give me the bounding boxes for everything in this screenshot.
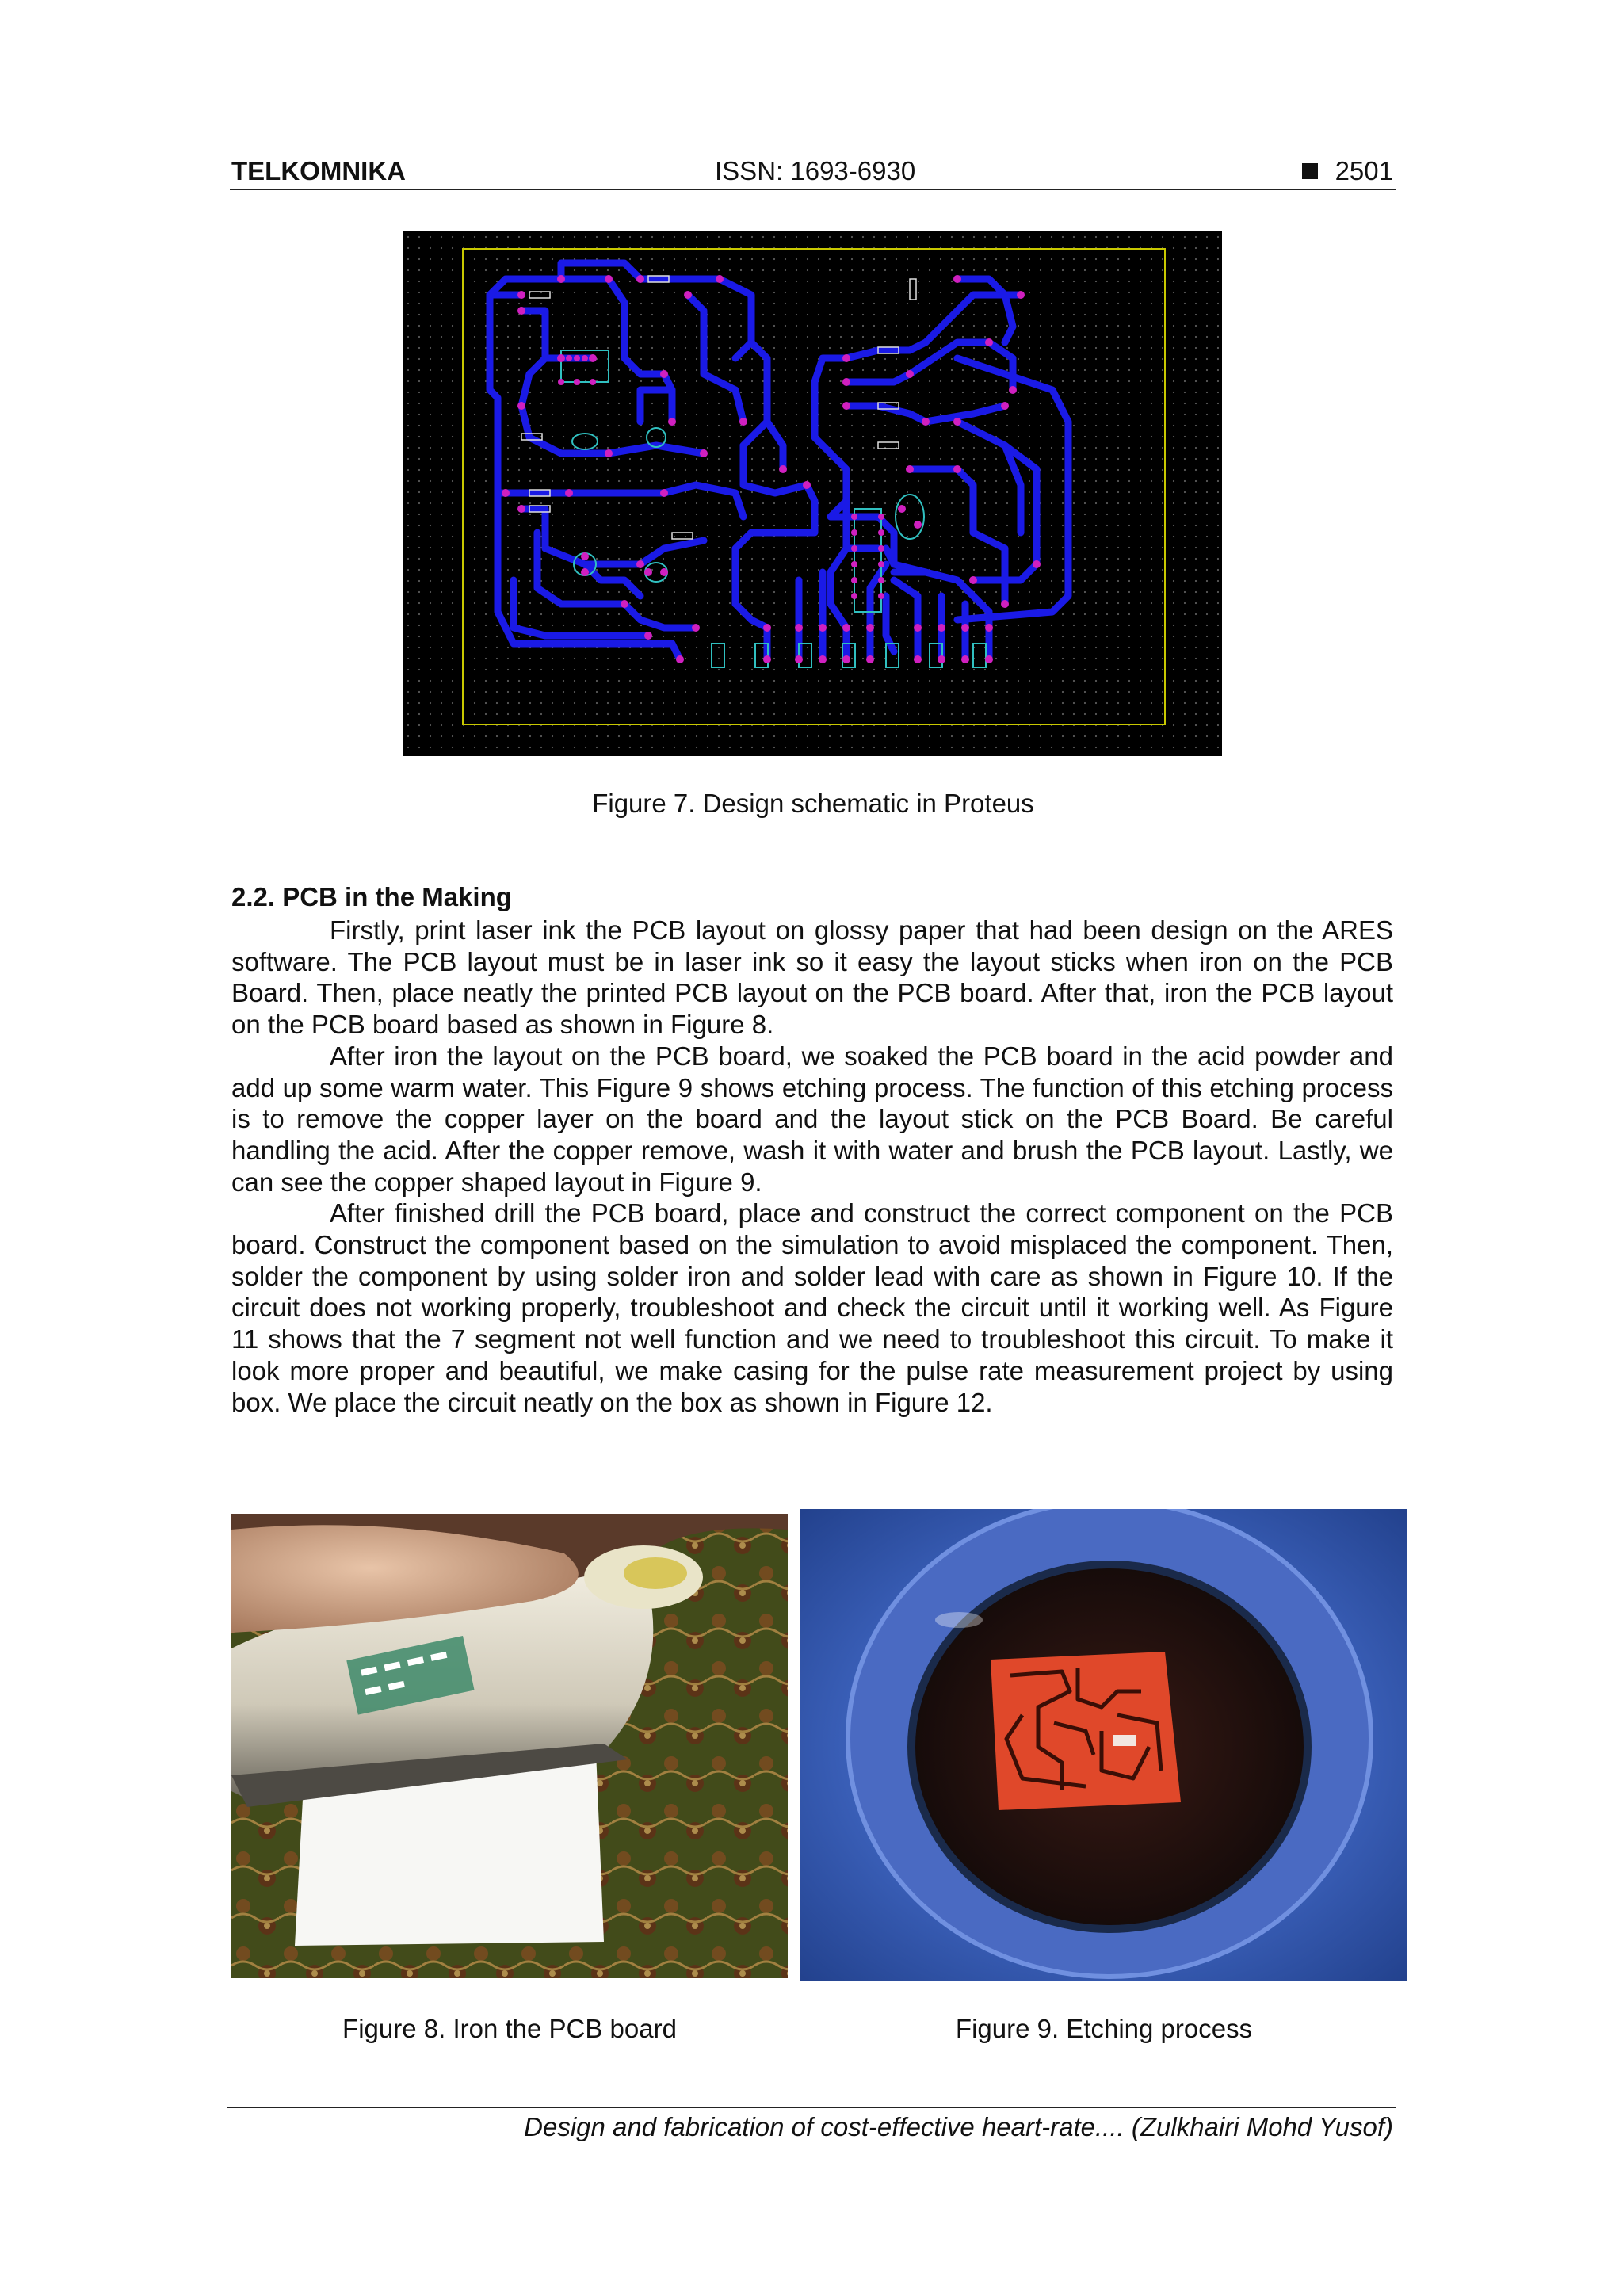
figure7-caption: Figure 7. Design schematic in Proteus — [592, 789, 1034, 818]
paragraph: Firstly, print laser ink the PCB layout on glossy paper that had been design on the ARES software. The PCB layout must be in laser ink so it easy the layout sticks when iron on the PCB Board. Then, place neatly the printed PCB layout on the PCB board. After that, iron the PCB layout on the PCB board based as shown in Figure 8. — [231, 915, 1393, 1040]
figure8-caption: Figure 8. Iron the PCB board — [342, 2014, 677, 2043]
journal-name: TELKOMNIKA — [231, 156, 406, 185]
figure9-caption: Figure 9. Etching process — [955, 2014, 1253, 2043]
paragraph: After iron the layout on the PCB board, we soaked the PCB board in the acid powder and add up some warm water. This Figure 9 shows etching process. The function of this etching process is to remove the copper layer on the board and the layout stick on the PCB Board. Be careful handling the acid. After the copper remove, wash it with water and brush the PCB layout. Lastly, we can see the copper shaped layout in Figure 9. — [231, 1041, 1393, 1197]
page-header — [230, 155, 1396, 190]
footer-divider — [227, 2107, 1396, 2108]
section-heading: 2.2. PCB in the Making — [231, 882, 512, 911]
figure9-photo — [800, 1509, 1407, 1981]
square-bullet-icon — [1302, 163, 1318, 179]
page-number-wrap — [1302, 155, 1393, 187]
issn: ISSN: 1693-6930 — [715, 156, 916, 185]
paragraph: After finished drill the PCB board, place and construct the correct component on the PCB board. Construct the component based on the simulation to avoid misplaced the component. Then, solder the component by using solder iron and solder lead with care as shown in Figure 10. If the circuit does not working properly, troubleshoot and check the circuit until it working well. As Figure 11 shows that the 7 segment not well function and we need to troubleshoot this circuit. To make it look more proper and beautiful, we make casing for the pulse rate measurement project by using box. We place the circuit neatly on the box as shown in Figure 12. — [231, 1198, 1393, 1417]
page-number: 2501 — [1335, 156, 1393, 185]
running-footer: Design and fabrication of cost-effective heart-rate.... (Zulkhairi Mohd Yusof) — [524, 2112, 1393, 2141]
figure8-photo — [231, 1514, 788, 1978]
section-body — [231, 915, 1393, 1418]
pcb-layout-figure — [403, 231, 1222, 756]
